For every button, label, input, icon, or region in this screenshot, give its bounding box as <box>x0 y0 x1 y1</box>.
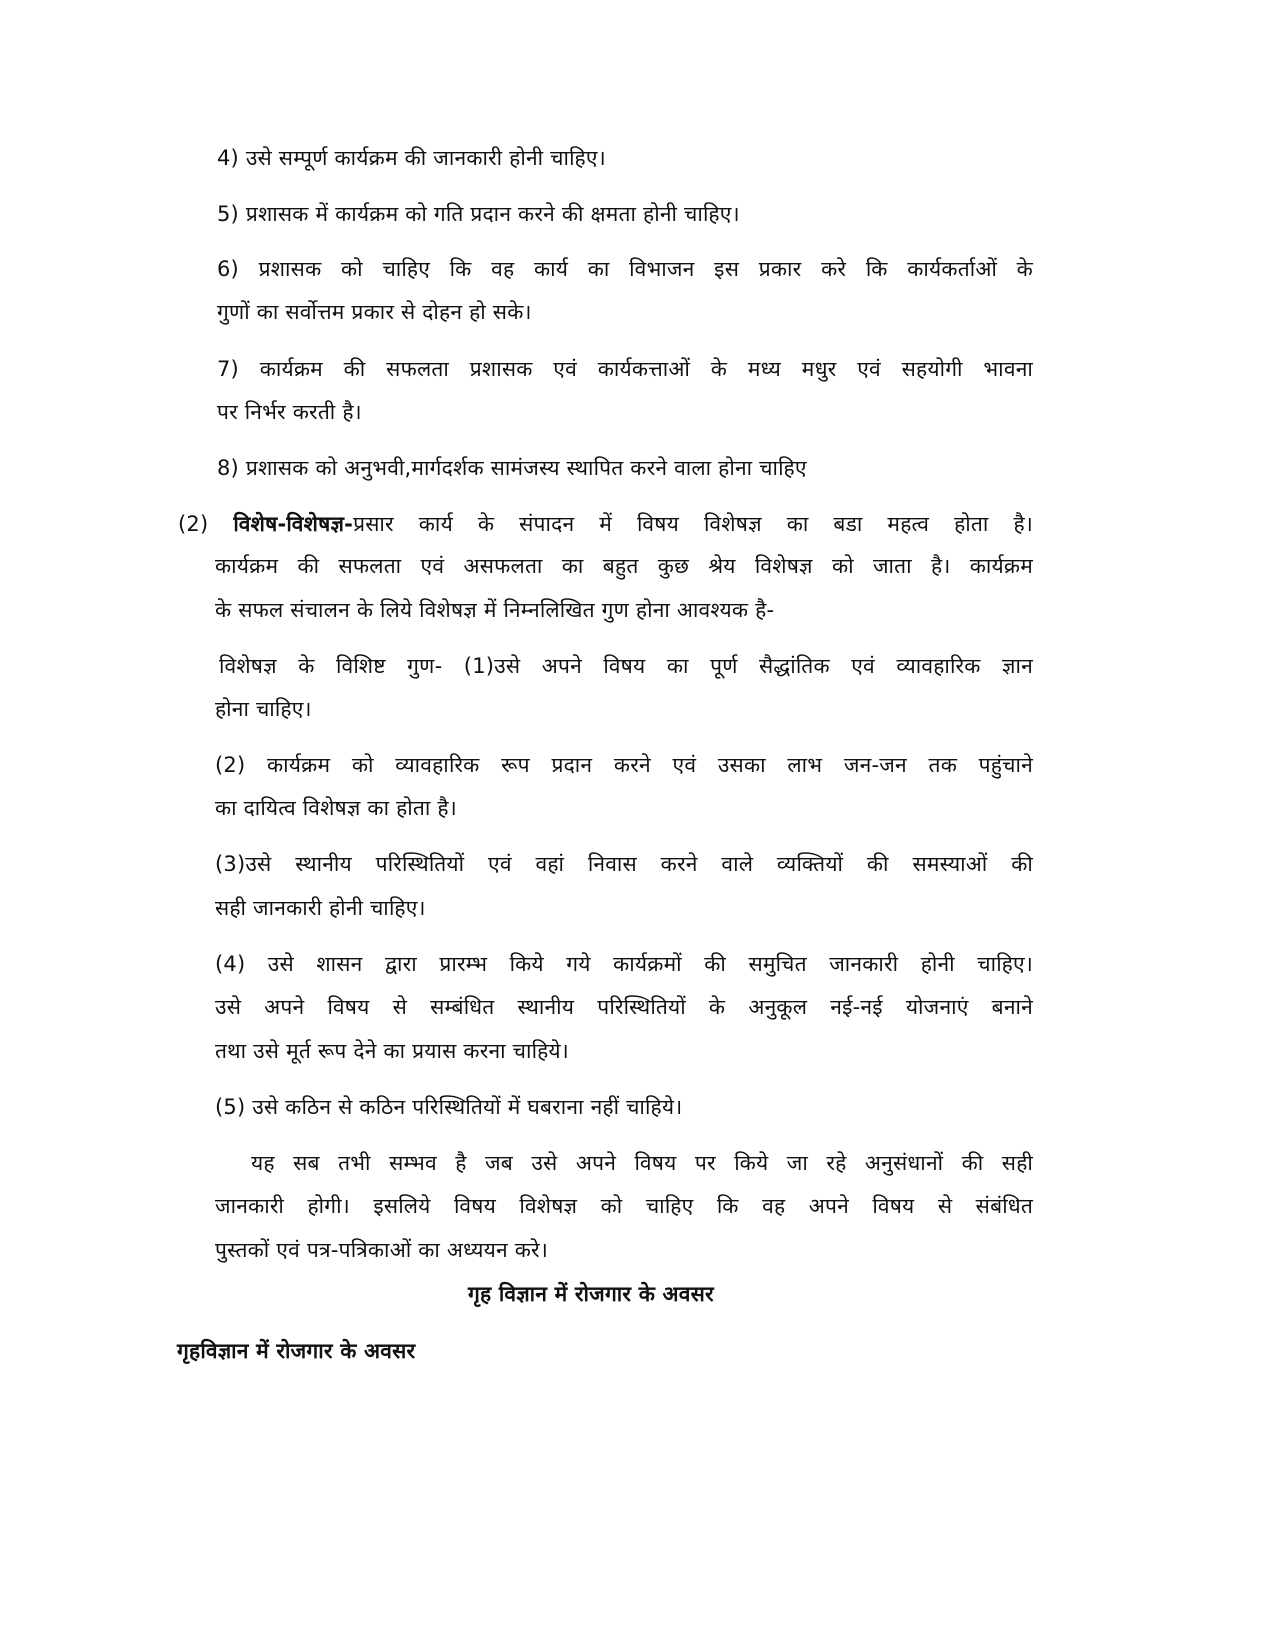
closing-line-1: यह सब तभी सम्भव है जब उसे अपने विषय पर किये जा रहे अनुसंधानों की सही <box>251 1151 1033 1175</box>
quality-1-line-2: होना चाहिए। <box>215 697 312 721</box>
closing-line-3: पुस्तकों एवं पत्र-पत्रिकाओं का अध्ययन करे। <box>215 1238 548 1262</box>
quality-5: (5) उसे कठिन से कठिन परिस्थितियों में घबराना नहीं चाहिये। <box>215 1095 683 1119</box>
section-2-line-2: कार्यक्रम की सफलता एवं असफलता का बहुत कुछ श्रेय विशेषज्ञ को जाता है। कार्यक्रम <box>215 554 1033 578</box>
quality-3-line-2: सही जानकारी होनी चाहिए। <box>215 896 426 920</box>
quality-3-line-1: (3)उसे स्थानीय परिस्थितियों एवं वहां निवास करने वाले व्यक्तियों की समस्याओं की <box>215 852 1033 876</box>
section-2-term: विशेष-विशेषज्ञ- <box>233 512 354 536</box>
closing-line-2: जानकारी होगी। इसलिये विषय विशेषज्ञ को चाहिए कि वह अपने विषय से संबंधित <box>215 1194 1033 1218</box>
centered-heading: गृह विज्ञान में रोजगार के अवसर <box>468 1282 714 1306</box>
section-2-intro: प्रसार कार्य के संपादन में विषय विशेषज्ञ का बडा महत्व होता है। <box>353 512 1033 536</box>
quality-1-line-1: विशेषज्ञ के विशिष्ट गुण- (1)उसे अपने विषय का पूर्ण सैद्धांतिक एवं व्यावहारिक ज्ञान <box>219 654 1033 678</box>
list-item-6-line-2: गुणों का सर्वोत्तम प्रकार से दोहन हो सके। <box>217 300 532 324</box>
quality-2-line-1: (2) कार्यक्रम को व्यावहारिक रूप प्रदान करने एवं उसका लाभ जन-जन तक पहुंचाने <box>215 753 1033 777</box>
list-item-6-line-1: 6) प्रशासक को चाहिए कि वह कार्य का विभाजन इस प्रकार करे कि कार्यकर्ताओं के <box>217 257 1033 281</box>
list-item-7-line-1: 7) कार्यक्रम की सफलता प्रशासक एवं कार्यकत्ताओं के मध्य मधुर एवं सहयोगी भावना <box>217 357 1033 381</box>
section-2-line-1 <box>178 509 1033 539</box>
section-heading: गृहविज्ञान में रोजगार के अवसर <box>177 1339 416 1363</box>
list-item-5: 5) प्रशासक में कार्यक्रम को गति प्रदान करने की क्षमता होनी चाहिए। <box>217 202 740 226</box>
list-item-8: 8) प्रशासक को अनुभवी,मार्गदर्शक सामंजस्य स्थापित करने वाला होना चाहिए <box>217 456 807 480</box>
quality-2-line-2: का दायित्व विशेषज्ञ का होता है। <box>215 796 457 820</box>
section-2-line-3: के सफल संचालन के लिये विशेषज्ञ में निम्नलिखित गुण होना आवश्यक है- <box>215 598 775 622</box>
list-item-7-line-2: पर निर्भर करती है। <box>217 400 362 424</box>
quality-4-line-2: उसे अपने विषय से सम्बंधित स्थानीय परिस्थितियों के अनुकूल नई-नई योजनाएं बनाने <box>215 995 1033 1019</box>
quality-4-line-1: (4) उसे शासन द्वारा प्रारम्भ किये गये कार्यक्रमों की समुचित जानकारी होनी चाहिए। <box>215 952 1033 976</box>
list-item-4: 4) उसे सम्पूर्ण कार्यक्रम की जानकारी होनी चाहिए। <box>217 146 606 170</box>
section-2-number: (2) <box>178 512 209 536</box>
quality-4-line-3: तथा उसे मूर्त रूप देने का प्रयास करना चाहिये। <box>215 1039 569 1063</box>
